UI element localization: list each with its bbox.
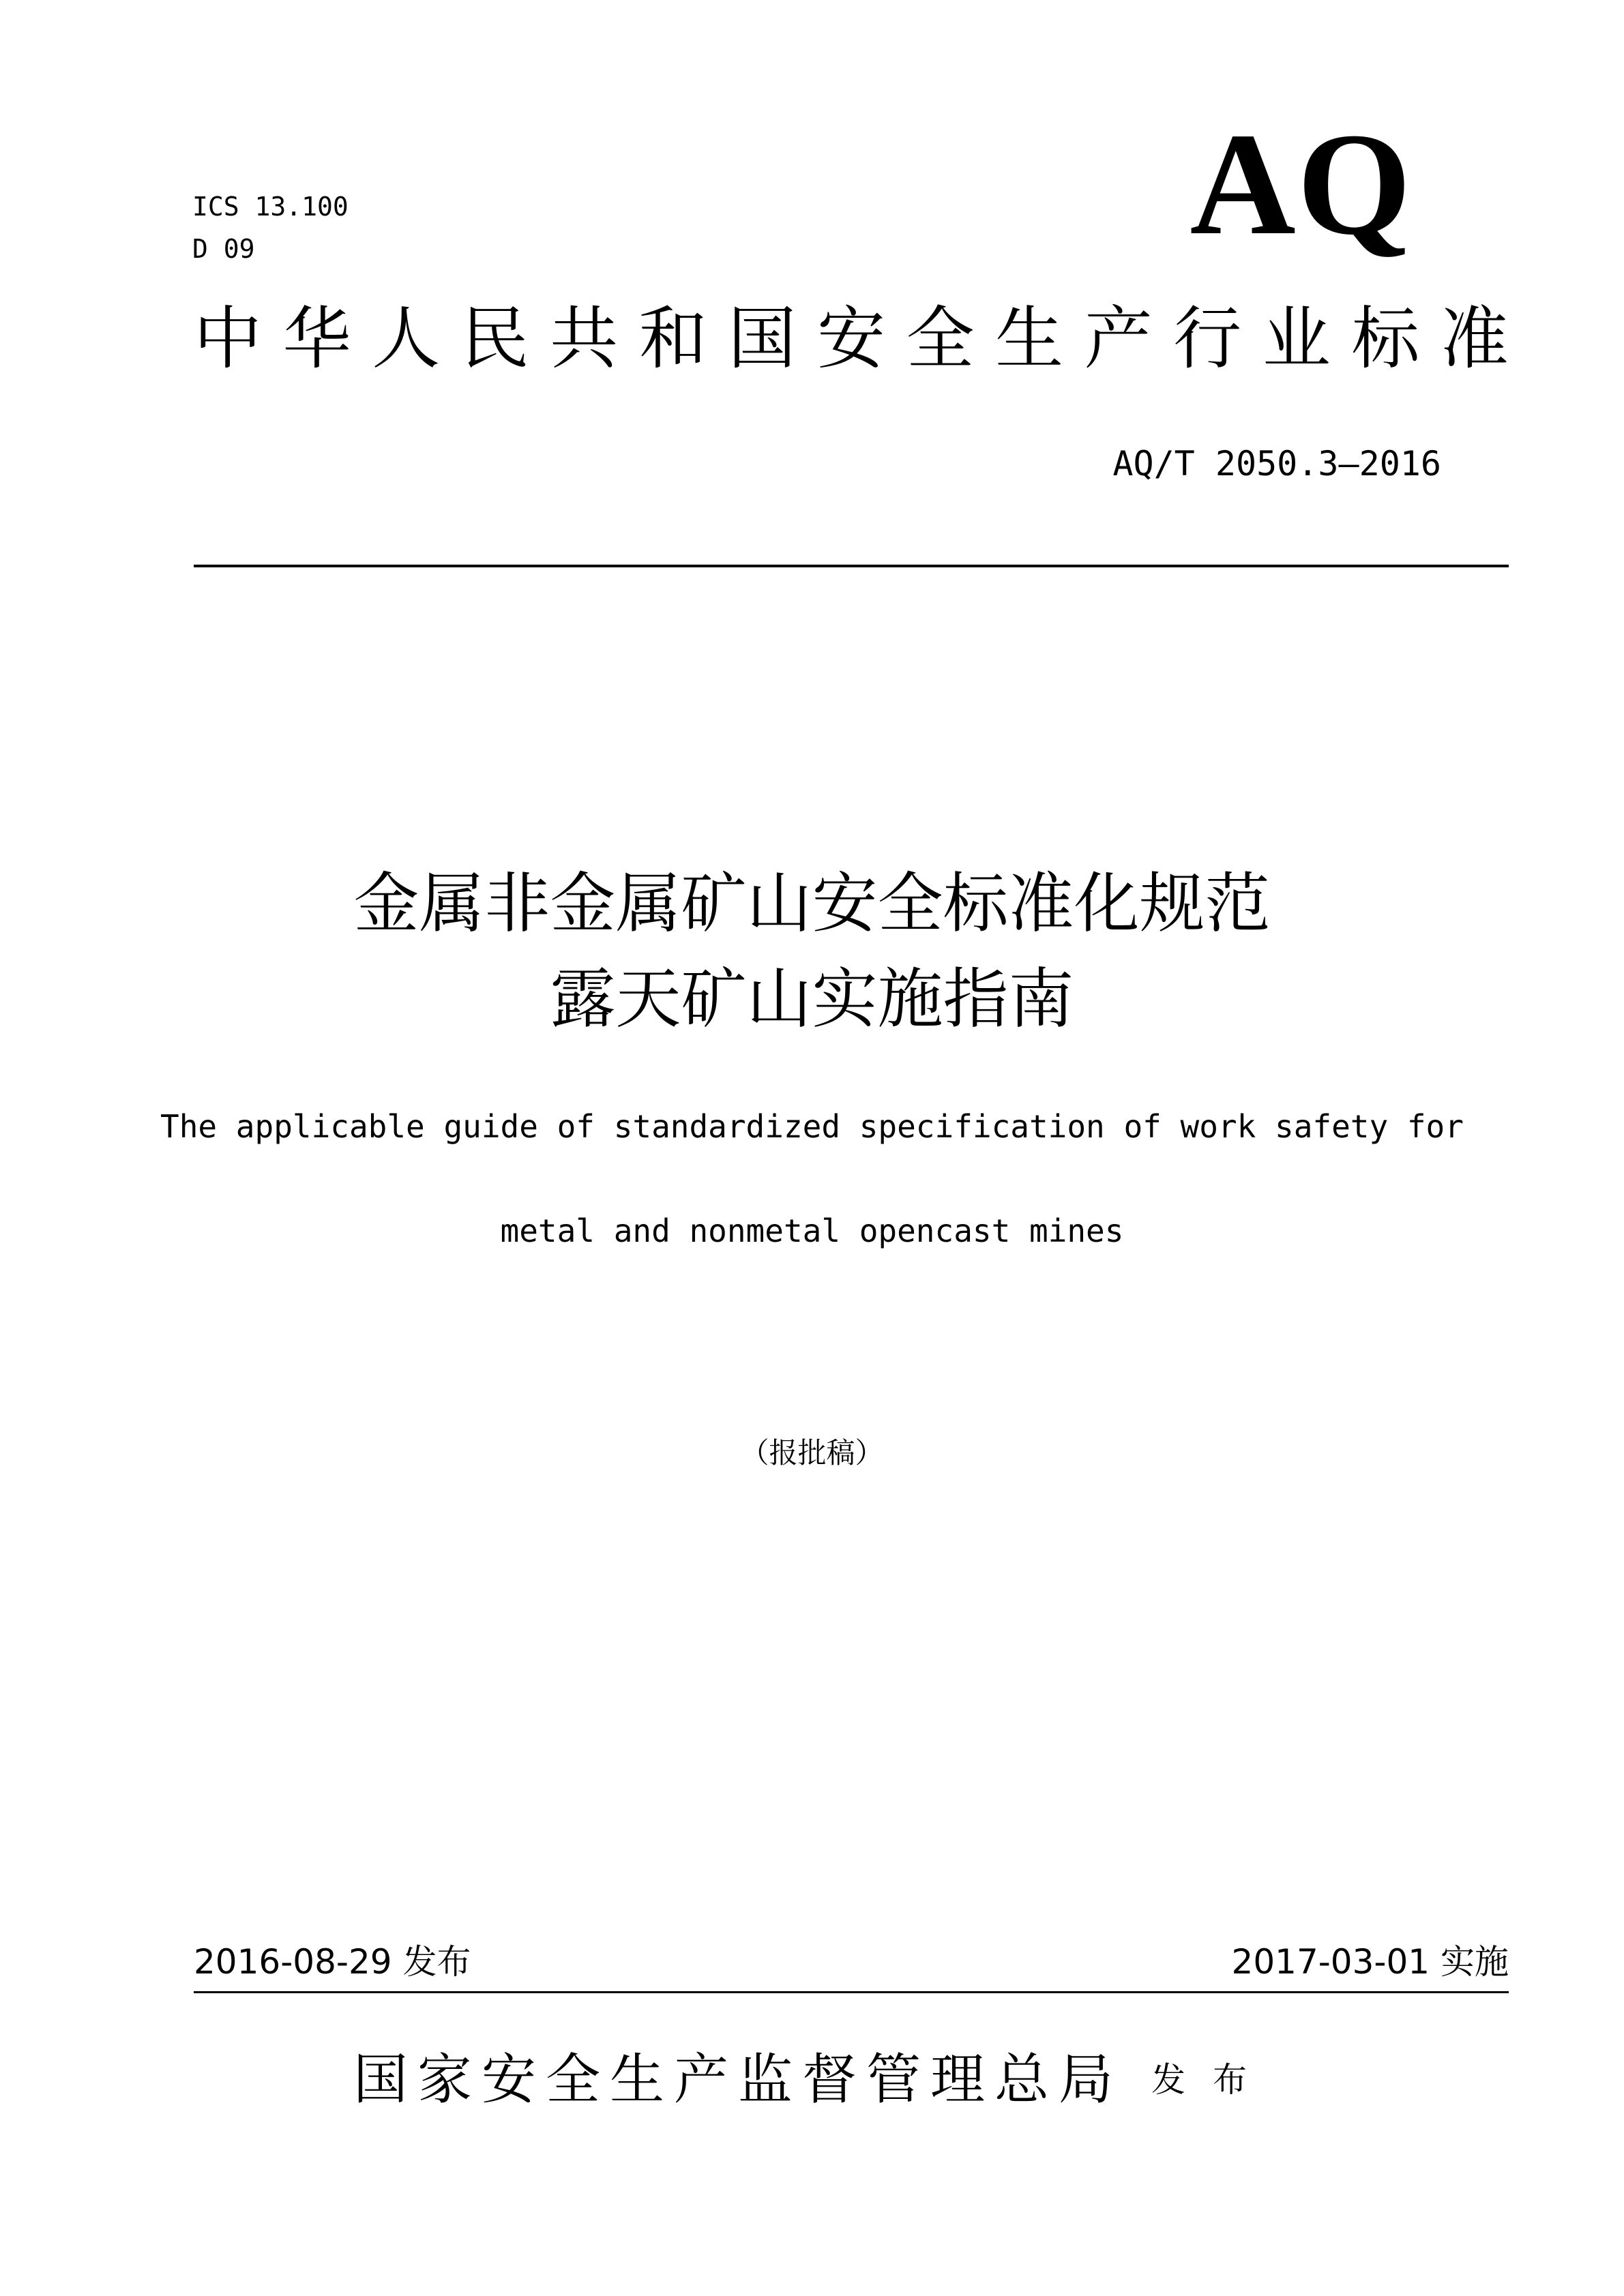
english-title-line-2: metal and nonmetal opencast mines — [500, 1212, 1124, 1249]
standard-category-char: 产 — [1084, 299, 1153, 378]
issue-date: 2016-08-29 发布 — [194, 1942, 471, 1982]
chinese-title-line-2: 露天矿山实施指南 — [550, 961, 1074, 1037]
english-title-line-1: The applicable guide of standardized specification of work safety for — [160, 1108, 1464, 1145]
standard-category-char: 业 — [1262, 299, 1331, 378]
implementation-date: 2017-03-01 实施 — [1231, 1942, 1509, 1982]
standard-category-char: 中 — [194, 299, 262, 378]
ics-code: ICS 13.100 — [192, 192, 349, 222]
standard-category-title — [194, 295, 1509, 383]
standard-category-char: 全 — [906, 299, 975, 378]
publisher-line — [353, 2046, 1274, 2114]
chinese-title-line-1: 金属非金属矿山安全标准化规范 — [353, 865, 1271, 942]
publisher-suffix: 发布 — [1151, 2060, 1274, 2100]
classification-code: D 09 — [192, 234, 255, 264]
standard-category-char: 人 — [372, 299, 441, 378]
standard-category-char: 华 — [282, 299, 351, 378]
draft-status: （报批稿） — [740, 1436, 884, 1470]
publisher-name: 国家安全生产监督管理总局 — [353, 2048, 1123, 2111]
standard-category-char: 准 — [1440, 299, 1509, 378]
header-divider — [194, 565, 1509, 567]
standard-category-char: 共 — [550, 299, 619, 378]
standard-category-char: 安 — [816, 299, 885, 378]
standard-category-char: 国 — [728, 299, 797, 378]
aq-logo: AQ — [1190, 102, 1413, 265]
standard-number: AQ/T 2050.3—2016 — [1112, 444, 1441, 483]
standard-category-char: 民 — [460, 299, 529, 378]
standard-category-char: 和 — [638, 299, 707, 378]
standard-category-char: 行 — [1173, 299, 1242, 378]
footer-divider — [194, 1991, 1509, 1993]
standard-category-char: 生 — [995, 299, 1064, 378]
standard-category-char: 标 — [1351, 299, 1420, 378]
